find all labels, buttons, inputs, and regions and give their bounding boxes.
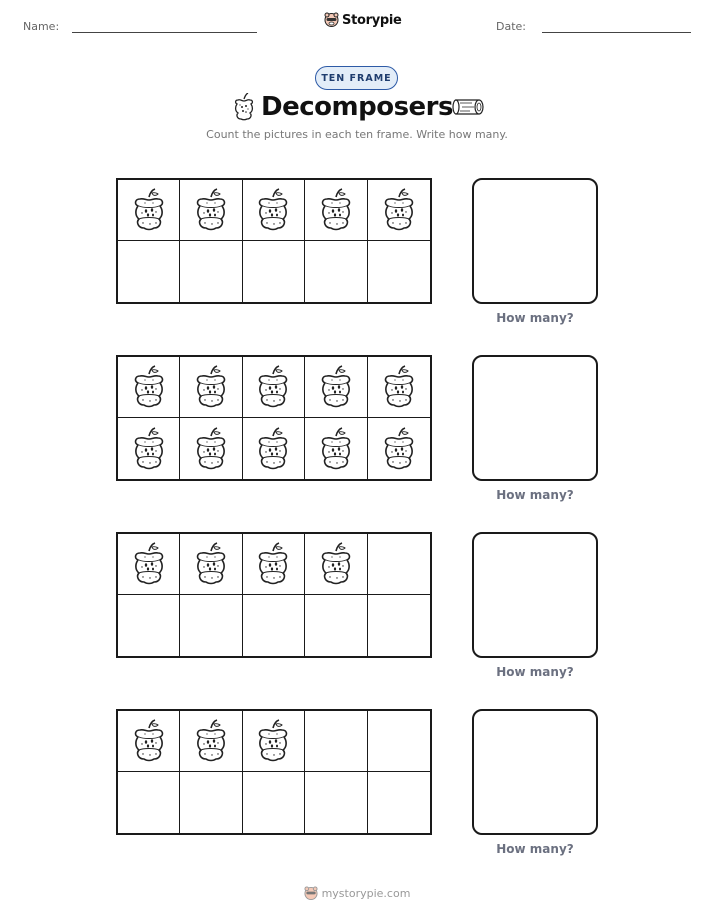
ten-frame-3 xyxy=(116,532,432,658)
brand-logo xyxy=(324,12,402,28)
apple-core-icon xyxy=(255,427,291,471)
frame-cell xyxy=(368,711,430,772)
apple-core-icon xyxy=(381,427,417,471)
name-label: Name: xyxy=(23,20,60,33)
log-icon xyxy=(452,98,484,116)
frame-cell xyxy=(305,357,367,418)
apple-core-icon xyxy=(318,427,354,471)
frame-cell xyxy=(180,595,242,656)
apple-core-icon xyxy=(255,542,291,586)
frame-cell xyxy=(368,772,430,833)
apple-core-icon xyxy=(381,365,417,409)
frame-cell xyxy=(243,180,305,241)
apple-core-icon xyxy=(193,542,229,586)
apple-core-icon xyxy=(381,188,417,232)
apple-core-icon xyxy=(255,365,291,409)
frame-cell xyxy=(368,534,430,595)
frame-cell xyxy=(118,772,180,833)
apple-core-icon xyxy=(318,188,354,232)
frame-cell xyxy=(305,241,367,302)
storypie-mascot-icon xyxy=(324,12,339,28)
frame-cell xyxy=(180,772,242,833)
frame-cell xyxy=(118,418,180,479)
answer-box-2[interactable] xyxy=(472,355,598,481)
date-line[interactable] xyxy=(542,32,691,33)
frame-cell xyxy=(180,534,242,595)
name-line[interactable] xyxy=(72,32,257,33)
ten-frame-1 xyxy=(116,178,432,304)
how-many-label: How many? xyxy=(496,488,574,502)
frame-cell xyxy=(368,595,430,656)
storypie-mascot-icon xyxy=(304,886,318,901)
date-label: Date: xyxy=(496,20,526,33)
apple-core-icon xyxy=(131,427,167,471)
apple-core-icon xyxy=(255,719,291,763)
frame-cell xyxy=(305,595,367,656)
ten-frame-badge: TEN FRAME xyxy=(315,66,398,90)
apple-core-icon xyxy=(318,365,354,409)
frame-cell xyxy=(305,711,367,772)
frame-cell xyxy=(243,534,305,595)
frame-cell xyxy=(368,180,430,241)
frame-cell xyxy=(180,180,242,241)
frame-cell xyxy=(243,241,305,302)
frame-cell xyxy=(118,357,180,418)
frame-cell xyxy=(305,180,367,241)
ten-frame-4 xyxy=(116,709,432,835)
frame-cell xyxy=(118,711,180,772)
frame-cell xyxy=(368,418,430,479)
apple-core-icon xyxy=(131,188,167,232)
frame-cell xyxy=(118,534,180,595)
frame-cell xyxy=(118,241,180,302)
apple-core-icon xyxy=(131,542,167,586)
brand-name: Storypie xyxy=(342,12,402,28)
frame-cell xyxy=(243,418,305,479)
frame-cell xyxy=(305,534,367,595)
frame-cell xyxy=(243,357,305,418)
apple-core-icon xyxy=(131,365,167,409)
frame-cell xyxy=(368,357,430,418)
apple-core-icon xyxy=(193,365,229,409)
apple-core-icon xyxy=(131,719,167,763)
frame-cell xyxy=(180,357,242,418)
ten-frame-2 xyxy=(116,355,432,481)
page-title: Decomposers xyxy=(261,92,453,122)
apple-core-icon xyxy=(193,188,229,232)
apple-core-icon xyxy=(255,188,291,232)
frame-cell xyxy=(305,418,367,479)
how-many-label: How many? xyxy=(496,665,574,679)
frame-cell xyxy=(243,595,305,656)
instructions: Count the pictures in each ten frame. Write how many. xyxy=(206,128,508,141)
frame-cell xyxy=(243,772,305,833)
frame-cell xyxy=(305,772,367,833)
answer-box-3[interactable] xyxy=(472,532,598,658)
frame-cell xyxy=(118,595,180,656)
how-many-label: How many? xyxy=(496,311,574,325)
frame-cell xyxy=(243,711,305,772)
footer xyxy=(0,886,714,901)
apple-core-icon xyxy=(193,719,229,763)
frame-cell xyxy=(180,241,242,302)
frame-cell xyxy=(118,180,180,241)
frame-cell xyxy=(180,711,242,772)
apple-core-icon xyxy=(318,542,354,586)
footer-site: mystorypie.com xyxy=(321,887,411,900)
answer-box-1[interactable] xyxy=(472,178,598,304)
how-many-label: How many? xyxy=(496,842,574,856)
answer-box-4[interactable] xyxy=(472,709,598,835)
frame-cell xyxy=(180,418,242,479)
apple-core-icon xyxy=(193,427,229,471)
frame-cell xyxy=(368,241,430,302)
